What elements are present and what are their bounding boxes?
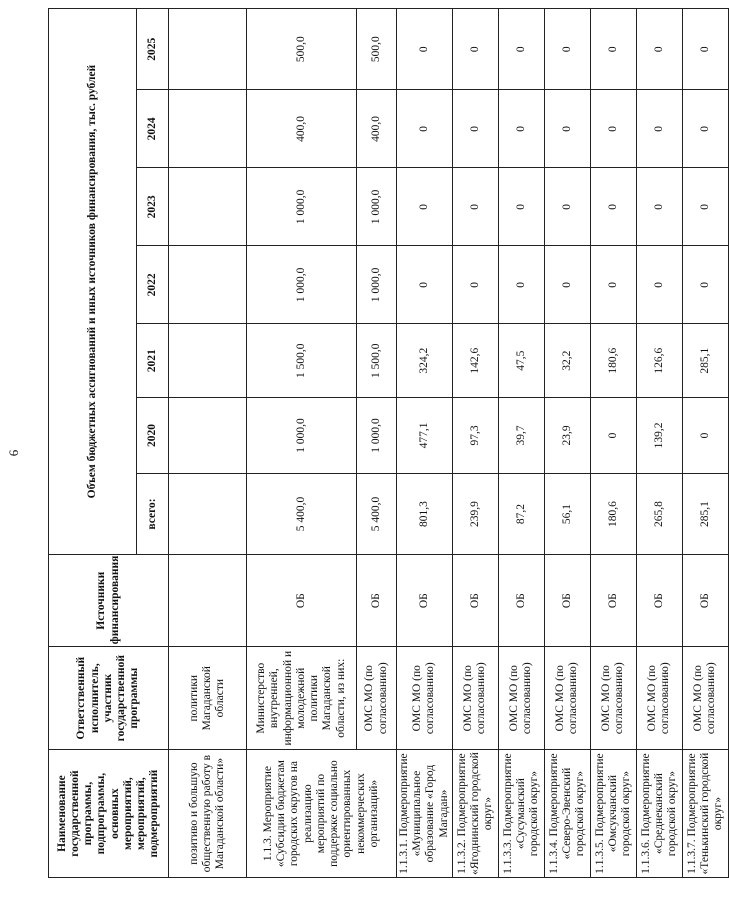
table-row xyxy=(682,9,728,878)
header-year: 2024 xyxy=(137,90,169,168)
row-value xyxy=(169,90,247,168)
row-executor: политики Магаданской области xyxy=(169,647,247,750)
row-value: 0 xyxy=(590,246,636,324)
row-value: 0 xyxy=(590,90,636,168)
row-value: 0 xyxy=(590,9,636,90)
row-value: 139,2 xyxy=(636,398,682,474)
row-value: 1 000,0 xyxy=(247,246,357,324)
row-value: 0 xyxy=(498,246,544,324)
row-value: 0 xyxy=(636,9,682,90)
row-value: 1 000,0 xyxy=(357,398,397,474)
row-value: 32,2 xyxy=(544,324,590,398)
row-value: 126,6 xyxy=(636,324,682,398)
row-executor: ОМС МО (по согласованию) xyxy=(498,647,544,750)
row-value: 1 000,0 xyxy=(247,168,357,246)
row-value xyxy=(169,398,247,474)
row-name: 1.1.3. Мероприятие «Субсидии бюджетам городских округов на реализацию мероприятий по поддержке социально ориентированных некоммерческих организаций» xyxy=(247,750,397,878)
financing-table xyxy=(48,8,729,878)
row-value xyxy=(169,246,247,324)
header-year: 2022 xyxy=(137,246,169,324)
row-value xyxy=(169,168,247,246)
row-value: 0 xyxy=(397,9,453,90)
row-value: 0 xyxy=(452,90,498,168)
header-year: всего: xyxy=(137,473,169,554)
row-value: 142,6 xyxy=(452,324,498,398)
row-value: 0 xyxy=(544,246,590,324)
row-value: 47,5 xyxy=(498,324,544,398)
row-value: 801,3 xyxy=(397,473,453,554)
header-executor: Ответственный исполнитель, участник государственной программы xyxy=(49,647,169,750)
row-value: 1 000,0 xyxy=(357,168,397,246)
row-source: ОБ xyxy=(357,555,397,647)
row-value: 324,2 xyxy=(397,324,453,398)
row-value: 39,7 xyxy=(498,398,544,474)
row-executor: ОМС МО (по согласованию) xyxy=(452,647,498,750)
page-number: 6 xyxy=(6,449,21,457)
row-value xyxy=(169,324,247,398)
row-value: 0 xyxy=(682,246,728,324)
table-row xyxy=(590,9,636,878)
row-value: 0 xyxy=(544,168,590,246)
row-source: ОБ xyxy=(247,555,357,647)
row-value: 0 xyxy=(544,9,590,90)
header-year: 2020 xyxy=(137,398,169,474)
row-source xyxy=(169,555,247,647)
table-row xyxy=(247,9,357,878)
table-row xyxy=(452,9,498,878)
row-value: 0 xyxy=(397,90,453,168)
row-value: 0 xyxy=(498,168,544,246)
row-value: 5 400,0 xyxy=(247,473,357,554)
row-value: 1 000,0 xyxy=(247,398,357,474)
row-name: 1.1.3.1. Подмероприятие «Муниципальное образование «Город Магадан» xyxy=(397,750,453,878)
row-value: 0 xyxy=(452,9,498,90)
row-name: 1.1.3.5. Подмероприятие «Омсукчанский городской округ» xyxy=(590,750,636,878)
row-name: 1.1.3.2. Подмероприятие «Ягоднинский городской округ» xyxy=(452,750,498,878)
table-row xyxy=(636,9,682,878)
row-value: 400,0 xyxy=(247,90,357,168)
row-value: 180,6 xyxy=(590,473,636,554)
header-year: 2021 xyxy=(137,324,169,398)
row-value: 0 xyxy=(498,9,544,90)
row-value: 500,0 xyxy=(247,9,357,90)
row-value: 500,0 xyxy=(357,9,397,90)
row-executor: ОМС МО (по согласованию) xyxy=(636,647,682,750)
row-value: 0 xyxy=(397,246,453,324)
header-name: Наименование государственной программы, подпрограммы, основных мероприятий, мероприятий, подмероприятий xyxy=(49,750,169,878)
header-row xyxy=(49,9,137,878)
row-value: 0 xyxy=(682,398,728,474)
row-value: 56,1 xyxy=(544,473,590,554)
row-value: 0 xyxy=(636,246,682,324)
row-value: 0 xyxy=(636,90,682,168)
row-value: 0 xyxy=(590,398,636,474)
row-source: ОБ xyxy=(544,555,590,647)
header-year: 2025 xyxy=(137,9,169,90)
row-value: 0 xyxy=(544,90,590,168)
row-executor: ОМС МО (по согласованию) xyxy=(682,647,728,750)
row-executor: Министерство внутренней, информационной и молодежной политики Магаданской области, из них: xyxy=(247,647,357,750)
row-source: ОБ xyxy=(452,555,498,647)
row-value: 1 500,0 xyxy=(247,324,357,398)
header-volume: Объем бюджетных ассигнований и иных источников финансирования, тыс. рублей xyxy=(49,9,137,555)
row-value: 0 xyxy=(452,168,498,246)
row-value: 0 xyxy=(682,90,728,168)
row-name: позитиво и большую общественную работу в Магаданской области» xyxy=(169,750,247,878)
table-row xyxy=(357,9,397,878)
row-name: 1.1.3.6. Подмероприятие «Среднеканский городской округ» xyxy=(636,750,682,878)
row-value: 0 xyxy=(636,168,682,246)
row-executor: ОМС МО (по согласованию) xyxy=(590,647,636,750)
row-value: 97,3 xyxy=(452,398,498,474)
row-executor: ОМС МО (по согласованию) xyxy=(397,647,453,750)
row-source: ОБ xyxy=(590,555,636,647)
row-value: 0 xyxy=(590,168,636,246)
row-value: 0 xyxy=(498,90,544,168)
row-value: 87,2 xyxy=(498,473,544,554)
row-value xyxy=(169,473,247,554)
row-value: 400,0 xyxy=(357,90,397,168)
table-row xyxy=(498,9,544,878)
row-value: 1 000,0 xyxy=(357,246,397,324)
row-value: 0 xyxy=(682,9,728,90)
row-executor: ОМС МО (по согласованию) xyxy=(357,647,397,750)
header-source: Источники финансирования xyxy=(49,555,169,647)
row-value: 0 xyxy=(682,168,728,246)
row-value xyxy=(169,9,247,90)
row-value: 0 xyxy=(452,246,498,324)
header-year: 2023 xyxy=(137,168,169,246)
row-source: ОБ xyxy=(498,555,544,647)
row-value: 23,9 xyxy=(544,398,590,474)
row-source: ОБ xyxy=(682,555,728,647)
table-row xyxy=(397,9,453,878)
row-source: ОБ xyxy=(636,555,682,647)
row-name: 1.1.3.3. Подмероприятие «Сусуманский городской округ» xyxy=(498,750,544,878)
rotated-table-container xyxy=(48,8,724,878)
row-value: 265,8 xyxy=(636,473,682,554)
row-name: 1.1.3.7. Подмероприятие «Тенькинский городской округ» xyxy=(682,750,728,878)
row-value: 180,6 xyxy=(590,324,636,398)
row-value: 239,9 xyxy=(452,473,498,554)
row-name: 1.1.3.4. Подмероприятие «Северо-Эвенский городской округ» xyxy=(544,750,590,878)
row-source: ОБ xyxy=(397,555,453,647)
row-value: 0 xyxy=(397,168,453,246)
row-value: 5 400,0 xyxy=(357,473,397,554)
row-value: 285,1 xyxy=(682,324,728,398)
row-value: 285,1 xyxy=(682,473,728,554)
row-executor: ОМС МО (по согласованию) xyxy=(544,647,590,750)
row-value: 477,1 xyxy=(397,398,453,474)
row-value: 1 500,0 xyxy=(357,324,397,398)
table-row xyxy=(169,9,247,878)
table-row xyxy=(544,9,590,878)
